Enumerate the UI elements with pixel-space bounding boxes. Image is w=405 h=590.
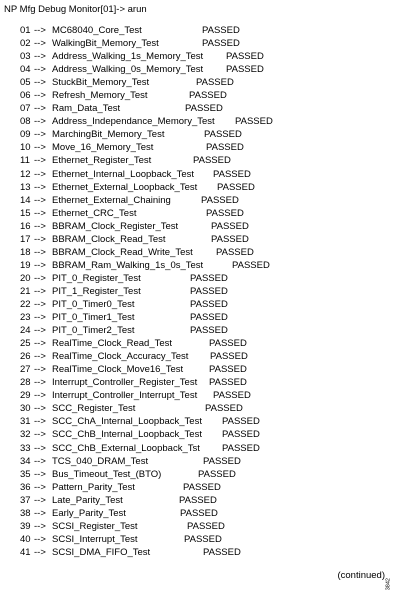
command-prompt: NP Mfg Debug Monitor[01]-> arun — [4, 4, 147, 15]
test-results-list — [20, 24, 273, 559]
test-number: 06 — [20, 90, 31, 102]
test-name: SCC_ChA_Internal_Loopback_Test — [52, 416, 202, 428]
test-status: PASSED — [190, 285, 228, 297]
arrow-separator: --> — [34, 233, 46, 245]
test-name: Late_Parity_Test — [52, 494, 123, 506]
test-name: BBRAM_Clock_Read_Test — [52, 233, 166, 245]
test-row — [20, 285, 228, 298]
arrow-separator: --> — [34, 259, 46, 271]
arrow-separator: --> — [34, 116, 46, 128]
arrow-separator: --> — [34, 38, 46, 50]
test-number: 03 — [20, 51, 31, 63]
test-name: PIT_0_Timer1_Test — [52, 312, 135, 324]
test-number: 19 — [20, 259, 31, 271]
test-name: BBRAM_Clock_Read_Write_Test — [52, 246, 193, 258]
arrow-separator: --> — [34, 416, 46, 428]
test-number: 26 — [20, 351, 31, 363]
arrow-separator: --> — [34, 168, 46, 180]
arrow-separator: --> — [34, 442, 46, 454]
test-row — [20, 298, 228, 311]
test-row — [20, 520, 225, 533]
test-number: 13 — [20, 181, 31, 193]
test-row — [20, 481, 221, 494]
arrow-separator: --> — [34, 429, 46, 441]
test-name: Refresh_Memory_Test — [52, 90, 148, 102]
test-status: PASSED — [217, 181, 255, 193]
test-name: Ethernet_CRC_Test — [52, 207, 137, 219]
test-number: 21 — [20, 285, 31, 297]
test-row — [20, 533, 222, 546]
test-row — [20, 311, 228, 324]
test-number: 05 — [20, 77, 31, 89]
test-row — [20, 324, 228, 337]
test-status: PASSED — [201, 194, 239, 206]
test-status: PASSED — [183, 481, 221, 493]
test-status: PASSED — [210, 351, 248, 363]
test-name: StuckBit_Memory_Test — [52, 77, 150, 89]
arrow-separator: --> — [34, 312, 46, 324]
test-name: SCSI_DMA_FIFO_Test — [52, 546, 151, 558]
test-status: PASSED — [232, 259, 270, 271]
test-name: Early_Parity_Test — [52, 507, 126, 519]
test-number: 35 — [20, 468, 31, 480]
test-row — [20, 194, 239, 207]
arrow-separator: --> — [34, 285, 46, 297]
test-row — [20, 246, 254, 259]
test-name: Move_16_Memory_Test — [52, 142, 154, 154]
test-status: PASSED — [190, 272, 228, 284]
test-row — [20, 115, 273, 128]
arrow-separator: --> — [34, 246, 46, 258]
arrow-separator: --> — [34, 351, 46, 363]
test-name: PIT_0_Timer2_Test — [52, 325, 135, 337]
test-status: PASSED — [226, 64, 264, 76]
arrow-separator: --> — [34, 494, 46, 506]
arrow-separator: --> — [34, 155, 46, 167]
test-number: 01 — [20, 25, 31, 36]
arrow-separator: --> — [34, 325, 46, 337]
test-number: 15 — [20, 207, 31, 219]
arrow-separator: --> — [34, 481, 46, 493]
test-status: PASSED — [190, 325, 228, 337]
test-status: PASSED — [205, 403, 243, 415]
test-row — [20, 89, 227, 102]
arrow-separator: --> — [34, 377, 46, 389]
test-number: 30 — [20, 403, 31, 415]
arrow-separator: --> — [34, 51, 46, 63]
test-number: 31 — [20, 416, 31, 428]
test-number: 20 — [20, 272, 31, 284]
test-status: PASSED — [196, 77, 234, 89]
test-row — [20, 402, 243, 415]
test-status: PASSED — [235, 116, 273, 128]
test-name: PIT_1_Register_Test — [52, 285, 141, 297]
test-name: Address_Walking_0s_Memory_Test — [52, 64, 204, 76]
test-status: PASSED — [206, 142, 244, 154]
test-status: PASSED — [184, 533, 222, 545]
test-row — [20, 259, 270, 272]
test-row — [20, 350, 248, 363]
arrow-separator: --> — [34, 64, 46, 76]
continued-label: (continued) — [337, 570, 385, 581]
test-name: Ethernet_Register_Test — [52, 155, 152, 167]
test-status: PASSED — [179, 494, 217, 506]
test-name: Bus_Timeout_Test_(BTO) — [52, 468, 162, 480]
test-status: PASSED — [222, 429, 260, 441]
test-row — [20, 63, 264, 76]
test-number: 40 — [20, 533, 31, 545]
test-name: Address_Walking_1s_Memory_Test — [52, 51, 204, 63]
test-number: 09 — [20, 129, 31, 141]
arrow-separator: --> — [34, 364, 46, 376]
test-name: Address_Independance_Memory_Test — [52, 116, 215, 128]
test-row — [20, 233, 249, 246]
test-name: Interrupt_Controller_Interrupt_Test — [52, 390, 198, 402]
arrow-separator: --> — [34, 90, 46, 102]
test-number: 02 — [20, 38, 31, 50]
test-row — [20, 428, 260, 441]
test-number: 38 — [20, 507, 31, 519]
test-row — [20, 76, 234, 89]
test-status: PASSED — [211, 220, 249, 232]
test-status: PASSED — [209, 338, 247, 350]
test-name: RealTime_Clock_Read_Test — [52, 338, 173, 350]
arrow-separator: --> — [34, 533, 46, 545]
test-name: PIT_0_Timer0_Test — [52, 298, 135, 310]
test-status: PASSED — [209, 377, 247, 389]
arrow-separator: --> — [34, 272, 46, 284]
test-status: PASSED — [189, 90, 227, 102]
test-number: 22 — [20, 298, 31, 310]
test-status: PASSED — [216, 246, 254, 258]
test-name: WalkingBit_Memory_Test — [52, 38, 159, 50]
test-name: PIT_0_Register_Test — [52, 272, 141, 284]
test-name: Interrupt_Controller_Register_Test — [52, 377, 198, 389]
arrow-separator: --> — [34, 103, 46, 115]
test-row — [20, 507, 218, 520]
arrow-separator: --> — [34, 507, 46, 519]
test-status: PASSED — [190, 298, 228, 310]
test-name: BBRAM_Ram_Walking_1s_0s_Test — [52, 259, 204, 271]
arrow-separator: --> — [34, 546, 46, 558]
test-number: 14 — [20, 194, 31, 206]
arrow-separator: --> — [34, 390, 46, 402]
test-number: 25 — [20, 338, 31, 350]
test-name: MarchingBit_Memory_Test — [52, 129, 165, 141]
test-name: SCC_ChB_Internal_Loopback_Test — [52, 429, 202, 441]
test-row — [20, 102, 223, 115]
test-name: BBRAM_Clock_Register_Test — [52, 220, 179, 232]
test-status: PASSED — [180, 507, 218, 519]
test-number: 37 — [20, 494, 31, 506]
test-number: 32 — [20, 429, 31, 441]
test-row — [20, 207, 244, 220]
test-number: 10 — [20, 142, 31, 154]
test-name: RealTime_Clock_Accuracy_Test — [52, 351, 189, 363]
test-number: 34 — [20, 455, 31, 467]
test-status: PASSED — [222, 442, 260, 454]
figure-id: 3842 — [385, 578, 391, 590]
test-name: SCSI_Interrupt_Test — [52, 533, 138, 545]
test-status: PASSED — [226, 51, 264, 63]
test-number: 18 — [20, 246, 31, 258]
arrow-separator: --> — [34, 520, 46, 532]
arrow-separator: --> — [34, 403, 46, 415]
test-status: PASSED — [213, 168, 251, 180]
test-row — [20, 468, 236, 481]
arrow-separator: --> — [34, 25, 46, 36]
test-row — [20, 50, 264, 63]
test-number: 29 — [20, 390, 31, 402]
test-name: Ethernet_External_Loopback_Test — [52, 181, 198, 193]
test-name: TCS_040_DRAM_Test — [52, 455, 149, 467]
arrow-separator: --> — [34, 338, 46, 350]
test-row — [20, 546, 241, 559]
test-status: PASSED — [187, 520, 225, 532]
arrow-separator: --> — [34, 298, 46, 310]
test-status: PASSED — [213, 390, 251, 402]
test-row — [20, 141, 244, 154]
test-row — [20, 220, 249, 233]
test-row — [20, 376, 247, 389]
test-name: MC68040_Core_Test — [52, 25, 142, 36]
test-row — [20, 337, 247, 350]
test-name: Pattern_Parity_Test — [52, 481, 135, 493]
test-row — [20, 37, 240, 50]
arrow-separator: --> — [34, 181, 46, 193]
test-name: SCC_ChB_External_Loopback_Tst — [52, 442, 200, 454]
test-number: 07 — [20, 103, 31, 115]
test-number: 17 — [20, 233, 31, 245]
test-status: PASSED — [209, 364, 247, 376]
arrow-separator: --> — [34, 129, 46, 141]
test-name: Ethernet_External_Chaining — [52, 194, 171, 206]
test-number: 11 — [20, 155, 30, 167]
test-row — [20, 494, 215, 507]
test-row — [20, 168, 251, 181]
test-name: Ethernet_Internal_Loopback_Test — [52, 168, 195, 180]
test-row — [20, 128, 242, 141]
arrow-separator: --> — [34, 194, 46, 206]
test-name: RealTime_Clock_Move16_Test — [52, 364, 184, 376]
test-row — [20, 154, 231, 167]
arrow-separator: --> — [34, 207, 46, 219]
test-status: PASSED — [185, 103, 223, 115]
test-number: 16 — [20, 220, 31, 232]
test-row — [20, 415, 260, 428]
test-number: 36 — [20, 481, 31, 493]
test-name: Ram_Data_Test — [52, 103, 121, 115]
test-status: PASSED — [193, 155, 231, 167]
arrow-separator: --> — [34, 142, 46, 154]
test-row — [20, 181, 255, 194]
test-number: 39 — [20, 520, 31, 532]
test-number: 27 — [20, 364, 31, 376]
test-row — [20, 24, 240, 37]
test-status: PASSED — [206, 207, 244, 219]
test-status: PASSED — [203, 546, 241, 558]
test-number: 12 — [20, 168, 31, 180]
test-status: PASSED — [202, 38, 240, 50]
test-number: 04 — [20, 64, 31, 76]
test-row — [20, 272, 228, 285]
test-name: SCC_Register_Test — [52, 403, 136, 415]
arrow-separator: --> — [34, 77, 46, 89]
test-number: 08 — [20, 116, 31, 128]
test-row — [20, 363, 247, 376]
test-status: PASSED — [222, 416, 260, 428]
test-status: PASSED — [202, 25, 240, 36]
test-number: 41 — [20, 546, 31, 558]
test-number: 23 — [20, 312, 31, 324]
test-row — [20, 389, 251, 402]
test-number: 24 — [20, 325, 31, 337]
test-status: PASSED — [203, 455, 241, 467]
test-number: 33 — [20, 442, 31, 454]
test-row — [20, 442, 260, 455]
arrow-separator: --> — [34, 220, 46, 232]
test-status: PASSED — [211, 233, 249, 245]
arrow-separator: --> — [34, 468, 46, 480]
test-status: PASSED — [198, 468, 236, 480]
arrow-separator: --> — [34, 455, 46, 467]
test-name: SCSI_Register_Test — [52, 520, 138, 532]
test-number: 28 — [20, 377, 31, 389]
test-row — [20, 455, 241, 468]
test-status: PASSED — [204, 129, 242, 141]
test-status: PASSED — [190, 312, 228, 324]
